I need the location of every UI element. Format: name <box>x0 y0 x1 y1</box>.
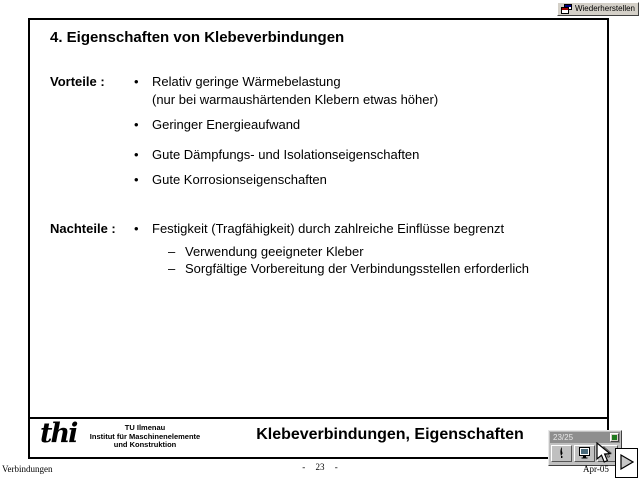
navigator-buttons <box>551 445 618 462</box>
advantages-row <box>30 117 607 135</box>
disadvantage-subitem-row <box>30 261 607 279</box>
disadvantage-subitem-row <box>30 244 607 262</box>
pen-icon <box>555 446 568 462</box>
advantage-item: Relativ geringe Wärmebelastung <box>152 74 341 89</box>
institute-line: und Konstruktion <box>113 440 177 449</box>
disadvantage-subitem: Sorgfältige Vorbereitung der Verbindungsstellen erforderlich <box>185 261 529 276</box>
advantages-row <box>30 74 607 92</box>
navigator-palette <box>548 430 622 466</box>
pen-tool-button[interactable] <box>551 445 572 462</box>
slide-title: 4. Eigenschaften von Klebeverbindungen <box>50 29 345 46</box>
advantage-item: Geringer Energieaufwand <box>152 117 301 132</box>
bullet-marker: • <box>134 147 139 162</box>
bullet-marker: • <box>134 221 139 236</box>
advantages-row <box>30 172 607 190</box>
institute-line: TU Ilmenau <box>124 423 166 432</box>
slideshow-button[interactable] <box>574 445 595 462</box>
advantages-row <box>30 147 607 165</box>
advantage-item-continuation: (nur bei warmaushärtenden Klebern etwas höher) <box>152 92 439 107</box>
advantage-item: Gute Dämpfungs- und Isolationseigenschaften <box>152 147 420 162</box>
disadvantages-label: Nachteile : <box>50 221 116 236</box>
bullet-marker: • <box>134 74 139 89</box>
advantage-item: Gute Korrosionseigenschaften <box>152 172 327 187</box>
restore-window-button[interactable] <box>557 2 639 16</box>
slideshow-icon <box>578 446 591 462</box>
navigator-titlebar[interactable] <box>550 432 620 443</box>
slideshow-mini-icon <box>612 435 617 440</box>
pointer-icon <box>601 446 614 462</box>
dash-marker: – <box>168 261 176 276</box>
disadvantages-row <box>30 221 607 239</box>
advantages-label: Vorteile : <box>50 74 105 89</box>
dash-marker: – <box>168 244 176 259</box>
disadvantage-item: Festigkeit (Tragfähigkeit) durch zahlreiche Einflüsse begrenzt <box>152 221 505 236</box>
bullet-marker: • <box>134 117 139 132</box>
next-slide-button[interactable] <box>615 448 638 478</box>
footer-divider <box>30 417 607 419</box>
status-date: Apr-05 <box>583 464 609 474</box>
institute-line: Institut für Maschinenelemente <box>89 431 201 441</box>
institute-name <box>70 424 220 450</box>
next-triangle-icon <box>620 454 634 473</box>
disadvantage-subitem: Verwendung geeigneter Kleber <box>185 244 364 259</box>
institute-logo: thi <box>40 418 77 449</box>
slide-footer-title: Klebeverbindungen, Eigenschaften <box>256 426 524 443</box>
navigator-titlebar-button[interactable] <box>610 433 619 442</box>
restore-window-icon <box>561 4 572 14</box>
bullet-marker: • <box>134 172 139 187</box>
status-page-number: - 23 - <box>302 462 338 472</box>
restore-window-label: Wiederherstellen <box>574 4 635 13</box>
status-lecture-name: Verbindungen <box>2 464 53 474</box>
slide-counter: 23/25 <box>553 433 574 442</box>
slide-canvas <box>28 18 609 459</box>
